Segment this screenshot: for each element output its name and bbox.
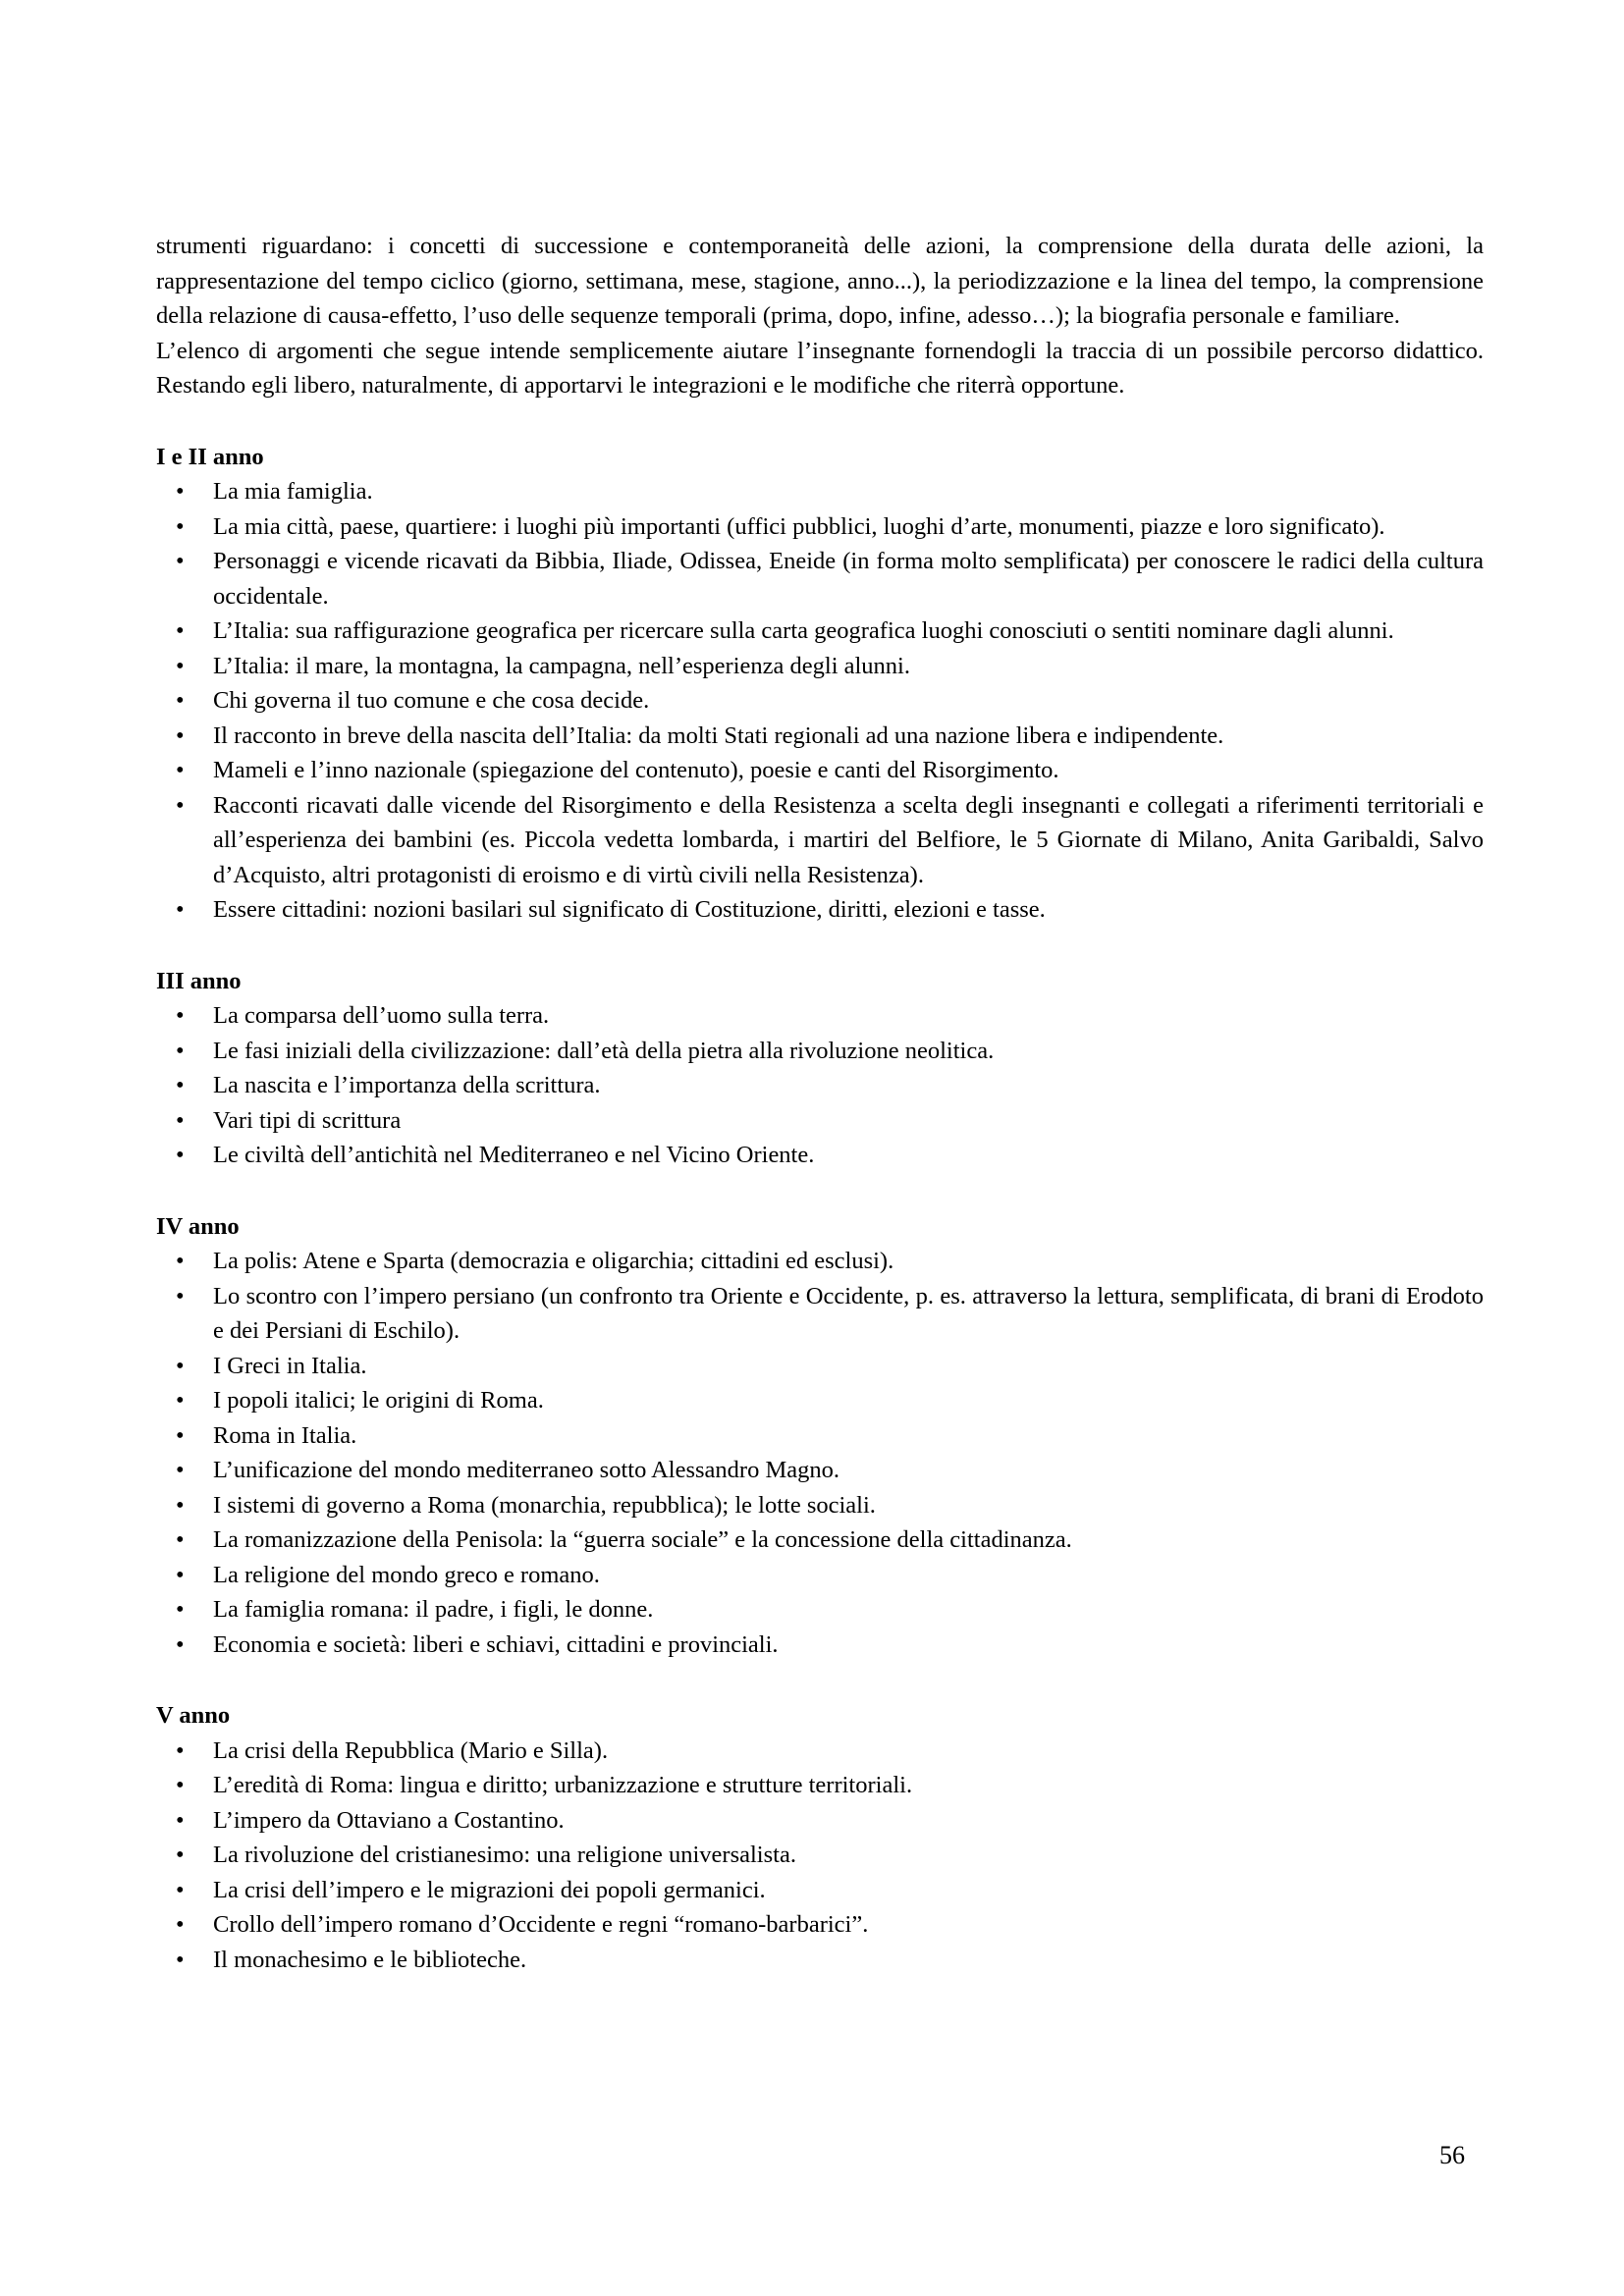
section-year-3 — [156, 964, 1484, 1173]
list-item — [156, 1244, 1484, 1279]
list-item — [156, 1103, 1484, 1139]
list-item-text: Roma in Italia. — [213, 1421, 357, 1449]
list-item — [156, 892, 1484, 928]
bullet-icon: • — [176, 1282, 185, 1309]
list-item — [156, 753, 1484, 788]
list-item-text: Le fasi iniziali della civilizzazione: dall’età della pietra alla rivoluzione neolitica. — [213, 1037, 995, 1064]
bullet-icon: • — [176, 1842, 185, 1868]
list-item-text: L’impero da Ottaviano a Costantino. — [213, 1806, 565, 1834]
bullet-icon: • — [176, 548, 185, 574]
bullet-icon: • — [176, 1352, 185, 1379]
list-item — [156, 1558, 1484, 1593]
bullet-icon: • — [176, 1772, 185, 1798]
bullet-icon: • — [176, 1946, 185, 1973]
list-item — [156, 719, 1484, 754]
list-item-text: La rivoluzione del cristianesimo: una religione universalista. — [213, 1842, 796, 1868]
list-item-text: La mia famiglia. — [213, 478, 373, 505]
list-item — [156, 1279, 1484, 1349]
bullet-icon: • — [176, 1142, 185, 1168]
bullet-icon: • — [176, 1736, 185, 1764]
list-item-text: L’Italia: sua raffigurazione geografica per ricercare sulla carta geografica luoghi conosciuti o sentiti nominare dagli alunni. — [213, 617, 1394, 644]
list-item-text: L’Italia: il mare, la montagna, la campagna, nell’esperienza degli alunni. — [213, 652, 910, 679]
list-item — [156, 998, 1484, 1034]
list-item — [156, 1034, 1484, 1069]
list-item-text: La mia città, paese, quartiere: i luoghi più importanti (uffici pubblici, luoghi d’arte, monumenti, piazze e loro significato). — [213, 512, 1385, 540]
section-title: III anno — [156, 967, 242, 994]
list-item-text: I Greci in Italia. — [213, 1352, 367, 1379]
list-item — [156, 474, 1484, 509]
section-year-5 — [156, 1698, 1484, 1977]
bullet-icon: • — [176, 1387, 185, 1414]
section-year-4 — [156, 1209, 1484, 1663]
bullet-icon: • — [176, 1596, 185, 1623]
bullet-icon: • — [176, 1630, 185, 1658]
list-item-text: L’eredità di Roma: lingua e diritto; urbanizzazione e strutture territoriali. — [213, 1772, 913, 1798]
list-item-text: La romanizzazione della Penisola: la “guerra sociale” e la concessione della cittadinanza. — [213, 1526, 1072, 1553]
list-item-text: La comparsa dell’uomo sulla terra. — [213, 1002, 550, 1029]
topic-list — [156, 474, 1484, 928]
bullet-icon: • — [176, 1002, 185, 1029]
list-item-text: Lo scontro con l’impero persiano (un confronto tra Oriente e Occidente, p. es. attraverso la lettura, semplificata, di brani di Erodoto e dei Persiani di Eschilo). — [213, 1282, 1484, 1344]
list-item-text: Economia e società: liberi e schiavi, cittadini e provinciali. — [213, 1630, 779, 1658]
list-item-text: I sistemi di governo a Roma (monarchia, repubblica); le lotte sociali. — [213, 1491, 876, 1519]
list-item — [156, 1522, 1484, 1558]
bullet-icon: • — [176, 1106, 185, 1134]
topic-list — [156, 1244, 1484, 1662]
bullet-icon: • — [176, 687, 185, 714]
section-title: I e II anno — [156, 443, 264, 470]
list-item-text: Essere cittadini: nozioni basilari sul significato di Costituzione, diritti, elezioni e tasse. — [213, 896, 1046, 923]
list-item — [156, 1592, 1484, 1628]
list-item — [156, 1488, 1484, 1523]
list-item — [156, 1838, 1484, 1873]
bullet-icon: • — [176, 1457, 185, 1483]
topic-list — [156, 1734, 1484, 1978]
list-item — [156, 1349, 1484, 1384]
list-item — [156, 614, 1484, 649]
list-item — [156, 1068, 1484, 1103]
page-content — [156, 229, 1484, 1977]
list-item-text: La famiglia romana: il padre, i figli, le donne. — [213, 1596, 654, 1623]
list-item — [156, 1734, 1484, 1769]
intro-text — [156, 229, 1484, 403]
list-item-text: La nascita e l’importanza della scrittura. — [213, 1072, 601, 1098]
bullet-icon: • — [176, 1248, 185, 1274]
list-item — [156, 509, 1484, 545]
section-year-1-2 — [156, 440, 1484, 928]
list-item — [156, 1907, 1484, 1943]
topic-list — [156, 998, 1484, 1173]
bullet-icon: • — [176, 896, 185, 923]
list-item-text: L’unificazione del mondo mediterraneo sotto Alessandro Magno. — [213, 1457, 839, 1483]
list-item-text: Le civiltà dell’antichità nel Mediterraneo e nel Vicino Oriente. — [213, 1142, 815, 1168]
bullet-icon: • — [176, 1072, 185, 1098]
list-item — [156, 1803, 1484, 1839]
bullet-icon: • — [176, 478, 185, 505]
list-item — [156, 1453, 1484, 1488]
list-item-text: Crollo dell’impero romano d’Occidente e regni “romano-barbarici”. — [213, 1911, 869, 1938]
bullet-icon: • — [176, 1526, 185, 1553]
section-title: V anno — [156, 1702, 231, 1729]
bullet-icon: • — [176, 791, 185, 819]
list-item — [156, 649, 1484, 684]
list-item-text: Il racconto in breve della nascita dell’Italia: da molti Stati regionali ad una nazione libera e indipendente. — [213, 721, 1224, 749]
bullet-icon: • — [176, 1806, 185, 1834]
list-item-text: Personaggi e vicende ricavati da Bibbia, Iliade, Odissea, Eneide (in forma molto semplificata) per conoscere le radici della cultura occidentale. — [213, 548, 1484, 610]
bullet-icon: • — [176, 1421, 185, 1449]
list-item-text: Mameli e l’inno nazionale (spiegazione del contenuto), poesie e canti del Risorgimento. — [213, 757, 1059, 783]
bullet-icon: • — [176, 1037, 185, 1064]
bullet-icon: • — [176, 1911, 185, 1938]
list-item — [156, 788, 1484, 893]
list-item — [156, 1138, 1484, 1173]
intro-paragraph: strumenti riguardano: i concetti di successione e contemporaneità delle azioni, la comprensione della durata delle azioni, la rappresentazione del tempo ciclico (giorno, settimana, mese, stagione, anno...), la periodizzazione e la linea del tempo, la comprensione della relazione di causa-effetto, l’uso delle sequenze temporali (prima, dopo, infine, adesso…); la biografia personale e familiare. — [156, 233, 1484, 329]
bullet-icon: • — [176, 1876, 185, 1903]
list-item-text: Vari tipi di scrittura — [213, 1106, 402, 1134]
bullet-icon: • — [176, 652, 185, 679]
bullet-icon: • — [176, 757, 185, 783]
bullet-icon: • — [176, 721, 185, 749]
list-item — [156, 1418, 1484, 1454]
section-title: IV anno — [156, 1212, 240, 1240]
bullet-icon: • — [176, 512, 185, 540]
list-item-text: Il monachesimo e le biblioteche. — [213, 1946, 527, 1973]
bullet-icon: • — [176, 1561, 185, 1588]
list-item-text: La crisi dell’impero e le migrazioni dei popoli germanici. — [213, 1876, 766, 1903]
list-item-text: Racconti ricavati dalle vicende del Risorgimento e della Resistenza a scelta degli insegnanti e collegati a riferimenti territoriali e all’esperienza dei bambini (es. Piccola vedetta lombarda, i martiri del Belfiore, le 5 Giornate di Milano, Anita Garibaldi, Salvo d’Acquisto, altri protagonisti di eroismo e di virtù civili nella Resistenza). — [213, 791, 1484, 888]
list-item — [156, 1383, 1484, 1418]
list-item — [156, 1768, 1484, 1803]
list-item-text: La religione del mondo greco e romano. — [213, 1561, 600, 1588]
list-item — [156, 683, 1484, 719]
list-item-text: La crisi della Repubblica (Mario e Silla). — [213, 1736, 609, 1764]
page-number: 56 — [1439, 2141, 1465, 2169]
list-item — [156, 1943, 1484, 1978]
list-item — [156, 1873, 1484, 1908]
intro-paragraph: L’elenco di argomenti che segue intende semplicemente aiutare l’insegnante fornendogli la traccia di un possibile percorso didattico. Restando egli libero, naturalmente, di apportarvi le integrazioni e le modifiche che riterrà opportune. — [156, 337, 1484, 399]
list-item-text: I popoli italici; le origini di Roma. — [213, 1387, 544, 1414]
bullet-icon: • — [176, 617, 185, 644]
list-item — [156, 544, 1484, 614]
list-item-text: La polis: Atene e Sparta (democrazia e oligarchia; cittadini ed esclusi). — [213, 1248, 894, 1274]
bullet-icon: • — [176, 1491, 185, 1519]
list-item — [156, 1628, 1484, 1663]
list-item-text: Chi governa il tuo comune e che cosa decide. — [213, 687, 650, 714]
